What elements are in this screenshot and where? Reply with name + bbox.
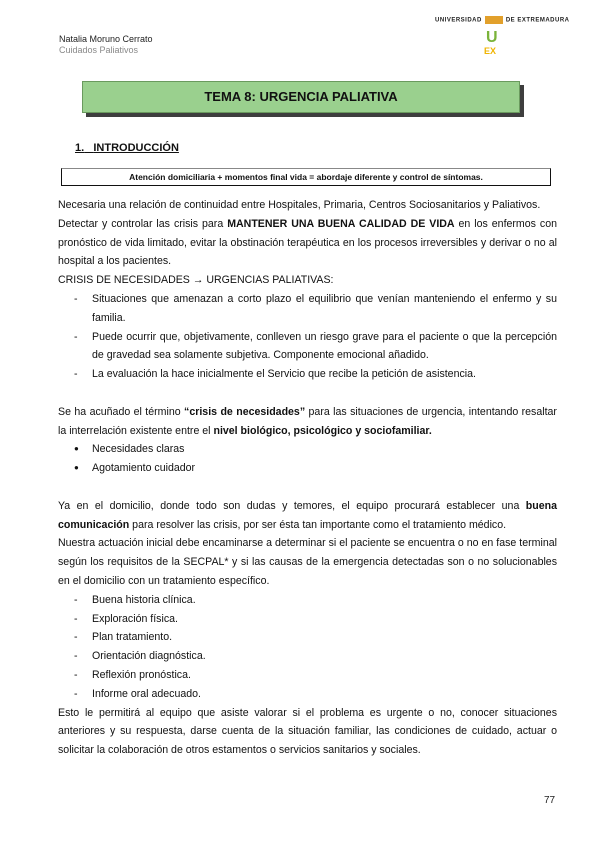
paragraph-crisis-heading: CRISIS DE NECESIDADES → URGENCIAS PALIATIVAS: <box>58 274 334 287</box>
list-item: - La evaluación la hace inicialmente el Servicio que recibe la petición de asistencia. <box>58 365 557 384</box>
list-item: - Puede ocurrir que, objetivamente, conlleven un riesgo grave para el paciente o que la percepción de gravedad sea solamente subjetiva. Componente emocional añadido. <box>58 328 557 366</box>
bold-text: MANTENER UNA BUENA CALIDAD DE VIDA <box>227 217 455 230</box>
text-span: para las situaciones de urgencia, intentando resaltar la interrelación existente entre el <box>58 405 557 437</box>
header-author: Natalia Moruno Cerrato <box>59 34 153 44</box>
text-span: para resolver las crisis, por ser ésta tan importante como el tratamiento médico. <box>129 518 507 531</box>
paragraph-communication <box>58 497 557 535</box>
paragraph-conclusion: Esto le permitirá al equipo que asiste valorar si el problema es urgente o no, conocer situaciones anteriores y su respuesta, darse cuenta de la situación familiar, las condiciones de cuidado, actuar o solicitar la colaboración de otros estamentos o servicios sanitarios y sociales. <box>58 706 557 757</box>
list-item: ● Necesidades claras <box>58 440 557 459</box>
page-number: 77 <box>544 795 556 806</box>
logo-ex-mark: EX <box>484 46 497 56</box>
list-item: - Buena historia clínica. <box>58 591 557 610</box>
logo-u-mark: U <box>486 29 498 46</box>
bold-text: buena comunicación <box>58 499 557 531</box>
page-title: TEMA 8: URGENCIA PALIATIVA <box>204 89 398 104</box>
text-span: Ya en el domicilio, donde todo son dudas y temores, el equipo procurará establecer una <box>58 499 526 512</box>
text-span: Detectar y controlar las crisis para <box>58 217 228 230</box>
bold-text: nivel biológico, psicológico y sociofamiliar. <box>213 424 432 437</box>
list-item: ● Agotamiento cuidador <box>58 459 557 478</box>
list-item: - Plan tratamiento. <box>58 628 557 647</box>
list-item: - Informe oral adecuado. <box>58 685 557 704</box>
paragraph-continuity: Necesaria una relación de continuidad entre Hospitales, Primaria, Centros Sociosanitarios y Paliativos. <box>58 199 541 211</box>
paragraph-initial-action: Nuestra actuación inicial debe encaminarse a determinar si el paciente se encuentra o no en fase terminal según los requisitos de la SECPAL* y si las causas de la emergencia detectadas son o no solucionables en el domicilio con un tratamiento específico. <box>58 537 557 587</box>
header-subject: Cuidados Paliativos <box>59 45 139 55</box>
list-item: - Exploración física. <box>58 610 557 629</box>
section-title-text: INTRODUCCIÓN <box>93 142 179 154</box>
text-span: Se ha acuñado el término <box>58 405 185 418</box>
logo-top-text <box>435 16 570 28</box>
needs-list <box>58 440 557 478</box>
document-body <box>58 196 557 760</box>
page-title-box <box>82 81 520 113</box>
crisis-list <box>58 290 557 384</box>
list-item: - Orientación diagnóstica. <box>58 647 557 666</box>
assessment-list <box>58 591 557 704</box>
section-number: 1. <box>75 142 85 154</box>
text-span: en los enfermos con pronóstico de vida limitado, evitar la obstinación terapéutica en los procesos irreversibles y derivar o no al hospital a los pacientes. <box>58 217 557 268</box>
paragraph-term <box>58 403 557 441</box>
list-item: - Reflexión pronóstica. <box>58 666 557 685</box>
logo-box-icon <box>485 16 503 24</box>
paragraph-detect <box>58 215 557 271</box>
logo-text-right: DE EXTREMADURA <box>505 17 570 24</box>
logo-text-left: UNIVERSIDAD <box>435 17 482 24</box>
list-item: - Situaciones que amenazan a corto plazo el equilibrio que venían manteniendo el enfermo y su familia. <box>58 290 557 328</box>
summary-box: Atención domiciliaria + momentos final vida = abordaje diferente y control de síntomas. <box>61 168 551 186</box>
section-title <box>75 142 179 154</box>
bold-text: “crisis de necesidades” <box>184 405 306 418</box>
university-logo <box>435 16 570 62</box>
